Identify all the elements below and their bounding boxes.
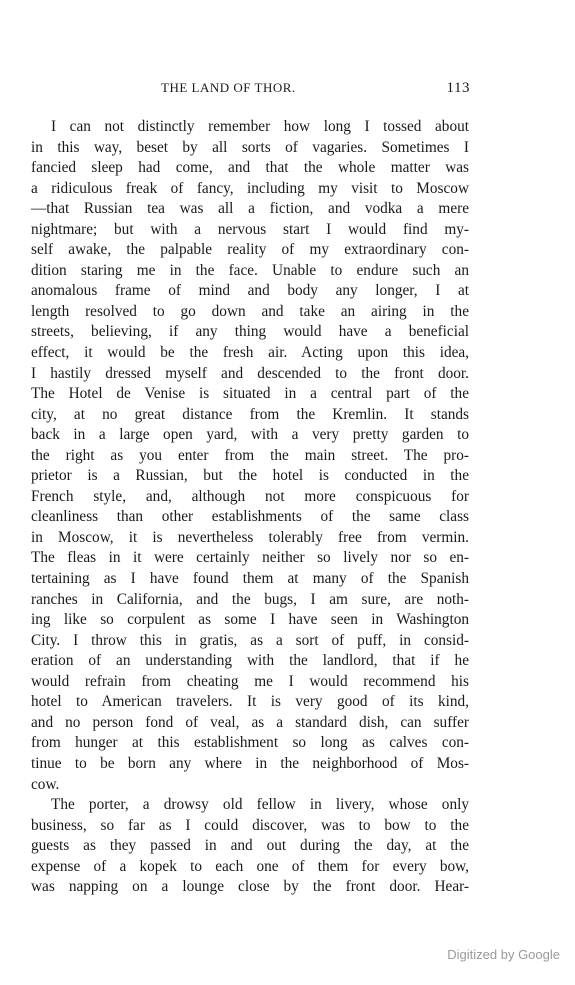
text-line: the right as you enter from the main street. The pro- xyxy=(31,446,469,464)
digitized-watermark: Digitized by Google xyxy=(447,947,560,962)
text-line: ranches in California, and the bugs, I am sure, are noth- xyxy=(31,590,469,608)
text-line: was napping on a lounge close by the front door. Hear- xyxy=(31,878,469,896)
text-line: I can not distinctly remember how long I tossed about xyxy=(51,118,469,135)
text-line: anomalous frame of mind and body any longer, I at xyxy=(31,282,469,300)
text-line: a ridiculous freak of fancy, including my visit to Moscow xyxy=(31,179,469,197)
text-line: cow. xyxy=(31,775,60,793)
text-line: streets, believing, if any thing would have a beneficial xyxy=(31,323,469,341)
text-line: cleanliness than other establishments of the same class xyxy=(31,508,469,526)
text-line: fancied sleep had come, and that the whole matter was xyxy=(31,159,469,177)
text-line: city, at no great distance from the Kremlin. It stands xyxy=(31,405,469,423)
body-text xyxy=(31,117,469,898)
text-line: ing like so corpulent as some I have seen in Washington xyxy=(31,611,469,629)
text-line: length resolved to go down and take an airing in the xyxy=(31,302,469,320)
text-line: effect, it would be the fresh air. Acting upon this idea, xyxy=(31,344,469,362)
text-line: and no person fond of veal, as a standard dish, can suffer xyxy=(31,713,469,731)
text-line: nightmare; but with a nervous start I would find my- xyxy=(31,220,469,238)
text-line: eration of an understanding with the landlord, that if he xyxy=(31,652,469,670)
page-number: 113 xyxy=(446,80,470,96)
running-title: THE LAND OF THOR. xyxy=(161,80,296,95)
text-line: The porter, a drowsy old fellow in livery, whose only xyxy=(51,796,469,814)
text-line: self awake, the palpable reality of my extraordinary con- xyxy=(31,241,469,259)
text-line: The Hotel de Venise is situated in a central part of the xyxy=(31,385,469,403)
text-line: in Moscow, it is nevertheless tolerably free from vermin. xyxy=(31,528,469,546)
text-line: expense of a kopek to each one of them for every bow, xyxy=(31,857,469,875)
text-line: would refrain from cheating me I would recommend his xyxy=(31,672,469,690)
text-line: hotel to American travelers. It is very good of its kind, xyxy=(31,693,469,711)
text-line: I hastily dressed myself and descended to the front door. xyxy=(31,364,469,382)
text-line: prietor is a Russian, but the hotel is conducted in the xyxy=(31,467,469,485)
text-line: The fleas in it were certainly neither so lively nor so en- xyxy=(31,549,469,567)
running-header xyxy=(30,80,470,100)
text-line: dition staring me in the face. Unable to endure such an xyxy=(31,261,469,279)
text-line: tertaining as I have found them at many of the Spanish xyxy=(31,570,469,588)
text-line: City. I throw this in gratis, as a sort of puff, in consid- xyxy=(31,631,469,649)
text-line: —that Russian tea was all a fiction, and vodka a mere xyxy=(31,200,469,218)
text-line: tinue to be born any where in the neighborhood of Mos- xyxy=(31,754,469,772)
text-line: from hunger at this establishment so long as calves con- xyxy=(31,734,469,752)
text-line: French style, and, although not more conspicuous for xyxy=(31,487,469,505)
text-line: business, so far as I could discover, was to bow to the xyxy=(31,816,469,834)
text-line: back in a large open yard, with a very pretty garden to xyxy=(31,426,469,444)
text-line: in this way, beset by all sorts of vagaries. Sometimes I xyxy=(31,138,469,156)
text-line: guests as they passed in and out during the day, at the xyxy=(31,837,469,855)
